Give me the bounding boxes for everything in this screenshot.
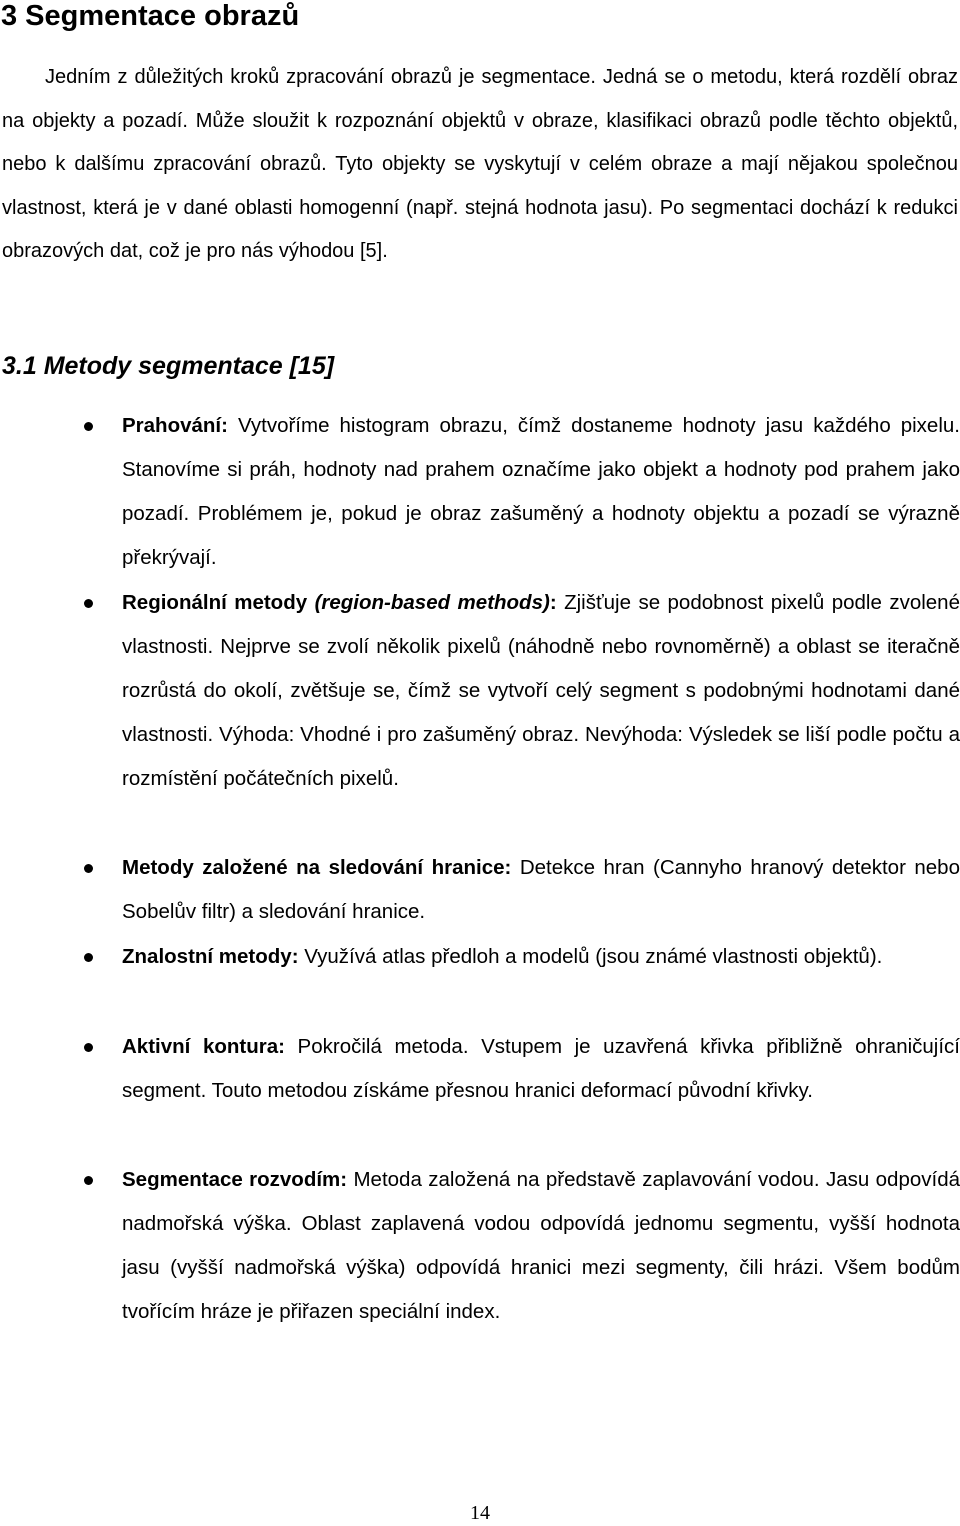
bullet-icon <box>84 422 93 431</box>
list-item-text: Využívá atlas předloh a modelů (jsou známé vlastnosti objektů). <box>298 945 883 968</box>
section-heading: 3.1 Metody segmentace [15] <box>2 352 335 380</box>
intro-paragraph: Jedním z důležitých kroků zpracování obrazů je segmentace. Jedná se o metodu, která rozdělí obraz na objekty a pozadí. Může sloužit k rozpoznání objektů v obraze, klasifikaci obrazů podle těchto objektů, nebo k dalšímu zpracování obrazů. Tyto objekty se vyskytují v celém obraze a mají nějakou společnou vlastnost, která je v dané oblasti homogenní (např. stejná hodnota jasu). Po segmentaci dochází k redukci obrazových dat, což je pro nás výhodou [5]. <box>2 66 958 263</box>
list-item-term: Segmentace rozvodím: <box>122 1168 348 1191</box>
list-item <box>122 1025 960 1113</box>
list-item-text: Detekce hran (Cannyho hranový detektor nebo Sobelův filtr) a sledování hranice. <box>122 856 960 923</box>
bullet-icon <box>84 1176 93 1185</box>
list-item-term-italic: (region-based methods) <box>314 591 550 614</box>
list-item-term: Znalostní metody: <box>122 945 299 968</box>
list-item <box>122 404 960 580</box>
bullet-icon <box>84 953 93 962</box>
list-item-term: Prahování: <box>122 414 228 437</box>
list-item-term: Regionální metody <box>122 591 308 614</box>
bullet-icon <box>84 1043 93 1052</box>
list-item-text: Zjišťuje se podobnost pixelů podle zvolené vlastnosti. Nejprve se zvolí několik pixelů (náhodně nebo rovnoměrně) a oblast se iteračně rozrůstá do okolí, zvětšuje se, čímž se vytvoří celý segment s podobnými hodnotami dané vlastnosti. Výhoda: Vhodné i pro zašuměný obraz. Nevýhoda: Výsledek se liší podle počtu a rozmístění počátečních pixelů. <box>122 591 960 790</box>
list-item-text: Pokročilá metoda. Vstupem je uzavřená křivka přibližně ohraničující segment. Touto metodou získáme přesnou hranici deformací původní křivky. <box>122 1035 960 1102</box>
list-item-term: Metody založené na sledování hranice: <box>122 856 512 879</box>
list-item <box>122 1158 960 1334</box>
page-number: 14 <box>470 1502 490 1524</box>
bullet-icon <box>84 599 93 608</box>
bullet-icon <box>84 864 93 873</box>
list-item <box>122 581 960 801</box>
list-item <box>122 935 960 979</box>
list-item-text: Vytvoříme histogram obrazu, čímž dostaneme hodnoty jasu každého pixelu. Stanovíme si práh, hodnoty nad prahem označíme jako objekt a hodnoty pod prahem jako pozadí. Problémem je, pokud je obraz zašuměný a hodnoty objektu a pozadí se výrazně překrývají. <box>122 414 960 569</box>
list-item-term-colon: : <box>549 591 557 614</box>
list-item <box>122 846 960 934</box>
chapter-heading: 3 Segmentace obrazů <box>1 0 300 32</box>
list-item-term: Aktivní kontura: <box>122 1035 285 1058</box>
list-item-text: Metoda založená na představě zaplavování vodou. Jasu odpovídá nadmořská výška. Oblast zaplavená vodou odpovídá jednomu segmentu, vyšší hodnota jasu (vyšší nadmořská výška) odpovídá hranici mezi segmenty, čili hrázi. Všem bodům tvořícím hráze je přiřazen speciální index. <box>122 1168 960 1323</box>
